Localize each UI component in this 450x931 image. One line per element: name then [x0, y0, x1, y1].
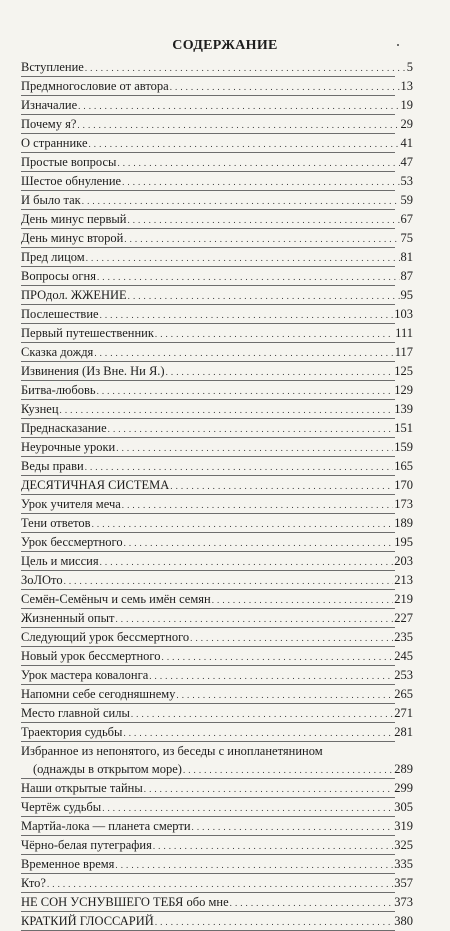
toc-entry-title: Мартйа-лока — планета смерти	[21, 819, 191, 833]
dot-leader	[230, 894, 394, 912]
toc-entry-title: ПРОдол. ЖЖЕНИЕ	[21, 288, 127, 302]
toc-entry-title: Урок учителя меча	[21, 497, 121, 511]
toc-entry	[21, 723, 413, 742]
toc-entry	[21, 210, 413, 229]
toc-entry-title: Новый урок бессмертного	[21, 649, 161, 663]
toc-entry-row	[21, 912, 413, 930]
dot-leader	[78, 97, 399, 115]
toc-entry-title: Битва-любовь	[21, 383, 96, 397]
dot-leader	[47, 875, 393, 893]
toc-entry-title: Чертёж судьбы	[21, 800, 102, 814]
toc-entry-row	[21, 723, 413, 741]
toc-entry	[21, 419, 413, 438]
dot-leader	[170, 477, 393, 495]
toc-entry-title: Напомни себе сегодняшнему	[21, 687, 176, 701]
toc-entry-row	[21, 77, 413, 95]
toc-entry-page-number: 173	[394, 497, 413, 511]
toc-entry	[21, 666, 413, 685]
toc-entry-row	[21, 248, 413, 266]
toc-entry-title: Преднасказание	[21, 421, 107, 435]
toc-entry-title: Сказка дождя	[21, 345, 94, 359]
toc-entry-title: Временное время	[21, 857, 115, 871]
toc-entry-row	[21, 172, 413, 190]
dot-leader	[64, 572, 394, 590]
dot-leader	[92, 515, 394, 533]
toc-entry-row	[21, 419, 413, 437]
dot-leader	[94, 344, 393, 362]
toc-entry	[21, 134, 413, 153]
dot-leader	[124, 230, 399, 248]
toc-entry-page-number: 13	[400, 79, 413, 93]
toc-entry-title: Шестое обнуление	[21, 174, 122, 188]
toc-entry-title: ЗоЛОто	[21, 573, 63, 587]
toc-entry-row	[21, 229, 413, 247]
toc-entry-page-number: 151	[394, 421, 413, 435]
toc-entry	[21, 685, 413, 704]
toc-entry-page-number: 170	[394, 478, 413, 492]
toc-entry-row	[21, 628, 413, 646]
toc-entry-page-number: 41	[400, 136, 413, 150]
toc-entry-title: КРАТКИЙ ГЛОССАРИЙ	[21, 914, 154, 928]
toc-entry-row	[21, 324, 413, 342]
toc-entry-page-number: 195	[394, 535, 413, 549]
toc-entry-title: Вступление	[21, 60, 84, 74]
toc-entry-page-number: 373	[394, 895, 413, 909]
toc-entry-page-number: 227	[394, 611, 413, 625]
toc-entry	[21, 248, 413, 267]
dot-leader	[115, 610, 393, 628]
toc-entry-title: Послешествие	[21, 307, 99, 321]
toc-entry-title: Первый путешественник	[21, 326, 154, 340]
toc-entry-title: Неурочные уроки	[21, 440, 116, 454]
toc-entry-row	[21, 191, 413, 209]
toc-entry	[21, 400, 413, 419]
dot-leader	[100, 553, 394, 571]
toc-entry	[21, 476, 413, 495]
toc-entry-row	[21, 742, 413, 760]
toc-entry-page-number: 271	[394, 706, 413, 720]
toc-entry-row	[21, 115, 413, 133]
toc-entry-title: Семён-Семёныч и семь имён семян	[21, 592, 211, 606]
dot-leader	[144, 780, 393, 798]
dot-leader	[85, 458, 394, 476]
toc-entry	[21, 779, 413, 798]
toc-entry-page-number: 87	[400, 269, 413, 283]
toc-entry-title: День минус второй	[21, 231, 124, 245]
toc-entry-row	[21, 58, 413, 76]
toc-entry-title: О страннике	[21, 136, 88, 150]
toc-entry-row	[21, 552, 413, 570]
toc-entry-page-number: 75	[400, 231, 413, 245]
dot-leader	[85, 59, 406, 77]
toc-entry-page-number: 189	[394, 516, 413, 530]
toc-entry-title: Жизненный опыт	[21, 611, 115, 625]
toc-entry-page-number: 159	[394, 440, 413, 454]
dot-leader	[127, 211, 399, 229]
toc-entry-page-number: 281	[394, 725, 413, 739]
toc-entry	[21, 590, 413, 609]
toc-entry-row	[21, 495, 413, 513]
toc-entry	[21, 324, 413, 343]
toc-entry-page-number: 67	[400, 212, 413, 226]
toc-entry-page-number: 125	[394, 364, 413, 378]
toc-entry-page-number: 245	[394, 649, 413, 663]
toc-entry	[21, 343, 413, 362]
toc-entry-page-number: 111	[395, 326, 413, 340]
toc-entry-title: Вопросы огня	[21, 269, 96, 283]
dot-leader	[115, 856, 393, 874]
toc-entry-page-number: 47	[400, 155, 413, 169]
toc-entry-row	[21, 153, 413, 171]
toc-entry-row	[21, 666, 413, 684]
toc-entry-row	[21, 476, 413, 494]
toc-entry	[21, 229, 413, 248]
toc-entry-row	[21, 571, 413, 589]
toc-entry	[21, 912, 413, 931]
toc-entry-row	[21, 817, 413, 835]
toc-entry-title: Место главной силы	[21, 706, 130, 720]
toc-entry	[21, 267, 413, 286]
toc-entry-row	[21, 210, 413, 228]
toc-entry-row	[21, 457, 413, 475]
toc-entry-title: Траектория судьбы	[21, 725, 123, 739]
toc-entry	[21, 552, 413, 571]
toc-entry-page-number: 29	[400, 117, 413, 131]
toc-entry	[21, 874, 413, 893]
dot-leader	[82, 192, 400, 210]
toc-entry-title: Тени ответов	[21, 516, 91, 530]
toc-entry-page-number: 103	[394, 307, 413, 321]
toc-entry-title: Извинения (Из Вне. Ни Я.)	[21, 364, 165, 378]
toc-entry-page-number: 139	[394, 402, 413, 416]
toc-entry-row	[21, 514, 413, 532]
dot-leader	[162, 648, 394, 666]
toc-entry-page-number: 53	[400, 174, 413, 188]
toc-entry	[21, 286, 413, 305]
toc-entry-title: Урок мастера ковалонга	[21, 668, 149, 682]
toc-entry	[21, 798, 413, 817]
dot-leader	[190, 629, 393, 647]
dot-leader	[166, 363, 394, 381]
toc-entry-row	[21, 533, 413, 551]
dot-leader	[60, 401, 394, 419]
dot-leader	[128, 287, 400, 305]
toc-entry-title: Кто?	[21, 876, 46, 890]
dot-leader	[122, 173, 399, 191]
toc-entry-title-continuation: (однажды в открытом море)	[33, 762, 182, 776]
dot-leader	[183, 761, 393, 779]
toc-entry	[21, 381, 413, 400]
toc-entry-page-number: 319	[394, 819, 413, 833]
toc-entry-page-number: 253	[394, 668, 413, 682]
toc-entry	[21, 77, 413, 96]
toc-entry	[21, 96, 413, 115]
dot-leader	[192, 818, 394, 836]
dot-leader	[97, 382, 394, 400]
dot-leader	[212, 591, 394, 609]
dot-leader	[155, 913, 393, 931]
dot-leader	[155, 325, 394, 343]
toc-entry	[21, 438, 413, 457]
page-title: СОДЕРЖАНИЕ	[172, 38, 278, 53]
dot-leader	[102, 799, 393, 817]
toc-entry	[21, 855, 413, 874]
toc-entry	[21, 362, 413, 381]
dot-leader	[124, 534, 394, 552]
dot-leader	[117, 154, 399, 172]
toc-entry	[21, 836, 413, 855]
dot-leader	[77, 116, 399, 134]
toc-entry-page-number: 357	[394, 876, 413, 890]
toc-entry-page-number: 203	[394, 554, 413, 568]
toc-entry	[21, 704, 413, 723]
toc-entry-page-number: 95	[400, 288, 413, 302]
toc-entry-row	[21, 874, 413, 892]
toc-entry-page-number: 265	[394, 687, 413, 701]
dot-leader	[97, 268, 400, 286]
toc-entry	[21, 153, 413, 172]
toc-entry-row	[21, 779, 413, 797]
toc-entry-title: Пред лицом	[21, 250, 85, 264]
toc-entry-page-number: 213	[394, 573, 413, 587]
toc-entry-page-number: 325	[394, 838, 413, 852]
dot-leader	[170, 78, 400, 96]
dot-leader	[86, 249, 400, 267]
toc-entry	[21, 58, 413, 77]
toc-entry-page-number: 59	[400, 193, 413, 207]
toc-entry-row	[21, 134, 413, 152]
dot-leader	[153, 837, 393, 855]
toc-entry	[21, 893, 413, 912]
toc-entry-page-number: 165	[394, 459, 413, 473]
toc-entry-row	[21, 343, 413, 361]
toc-entry	[21, 647, 413, 666]
dot-leader	[122, 496, 393, 514]
toc-entry-title: И было так	[21, 193, 81, 207]
toc-entry	[21, 571, 413, 590]
toc-entry-continuation-row	[21, 760, 413, 778]
toc-entry-title: Наши открытые тайны	[21, 781, 143, 795]
dot-leader	[116, 439, 393, 457]
toc-entry-page-number: 299	[394, 781, 413, 795]
toc-entry-page-number: 235	[394, 630, 413, 644]
toc-entry-row	[21, 836, 413, 854]
toc-entry-title: Чёрно-белая путеграфия	[21, 838, 152, 852]
toc-entry-page-number: 129	[394, 383, 413, 397]
toc-entry-row	[21, 438, 413, 456]
toc-entry-row	[21, 893, 413, 911]
toc-entry-row	[21, 704, 413, 722]
toc-entry	[21, 115, 413, 134]
dot-leader	[123, 724, 393, 742]
toc-entry-page-number: 305	[394, 800, 413, 814]
toc-entry	[21, 628, 413, 647]
toc-entry	[21, 172, 413, 191]
toc-entry	[21, 191, 413, 210]
toc-entry	[21, 305, 413, 324]
toc-entry	[21, 514, 413, 533]
toc-entry	[21, 533, 413, 552]
toc-entry-title: Следующий урок бессмертного	[21, 630, 190, 644]
toc-entry-page-number: 219	[394, 592, 413, 606]
toc-entry-page-number: 380	[394, 914, 413, 928]
toc-entry	[21, 742, 413, 779]
toc-entry-page-number: 289	[394, 762, 413, 776]
toc-entry-row	[21, 286, 413, 304]
toc-entry-row	[21, 400, 413, 418]
toc-entry-row	[21, 267, 413, 285]
toc-entry-row	[21, 855, 413, 873]
toc-entry-row	[21, 362, 413, 380]
toc-entry-title: ДЕСЯТИЧНАЯ СИСТЕМА	[21, 478, 170, 492]
toc-entry-row	[21, 305, 413, 323]
toc-entry-page-number: 81	[400, 250, 413, 264]
toc-entry-title: День минус первый	[21, 212, 127, 226]
toc-entry-title: Простые вопросы	[21, 155, 117, 169]
toc-entry-title: Веды прави	[21, 459, 84, 473]
toc-entry-title: Избранное из непонятого, из беседы с инопланетянином	[21, 744, 323, 758]
toc-entry-title: Урок бессмертного	[21, 535, 123, 549]
dot-leader	[131, 705, 393, 723]
toc-entry	[21, 609, 413, 628]
toc-entry-row	[21, 685, 413, 703]
toc-entry	[21, 817, 413, 836]
toc-entry-title: НЕ СОН УСНУВШЕГО ТЕБЯ обо мне	[21, 895, 229, 909]
dot-leader	[100, 306, 394, 324]
toc-entry-title: Почему я?	[21, 117, 77, 131]
dot-leader	[108, 420, 394, 438]
toc-entry-row	[21, 609, 413, 627]
toc-entry-page-number: 335	[394, 857, 413, 871]
toc-entry-row	[21, 590, 413, 608]
dot-leader	[89, 135, 400, 153]
toc-entry	[21, 495, 413, 514]
toc-entry-row	[21, 647, 413, 665]
toc-entry-title: Предмногословие от автора	[21, 79, 169, 93]
toc-entry-title: Изначалие	[21, 98, 78, 112]
toc-entry-title: Кузнец	[21, 402, 59, 416]
toc-entry-page-number: 5	[406, 60, 413, 74]
toc-entry-page-number: 19	[400, 98, 413, 112]
toc-entry-row	[21, 381, 413, 399]
dot-leader	[149, 667, 393, 685]
toc-entry-row	[21, 96, 413, 114]
ink-dot	[397, 44, 399, 46]
table-of-contents	[21, 58, 413, 931]
toc-entry-page-number: 117	[394, 345, 413, 359]
toc-entry-row	[21, 798, 413, 816]
dot-leader	[176, 686, 393, 704]
toc-entry	[21, 457, 413, 476]
toc-entry-title: Цель и миссия	[21, 554, 99, 568]
